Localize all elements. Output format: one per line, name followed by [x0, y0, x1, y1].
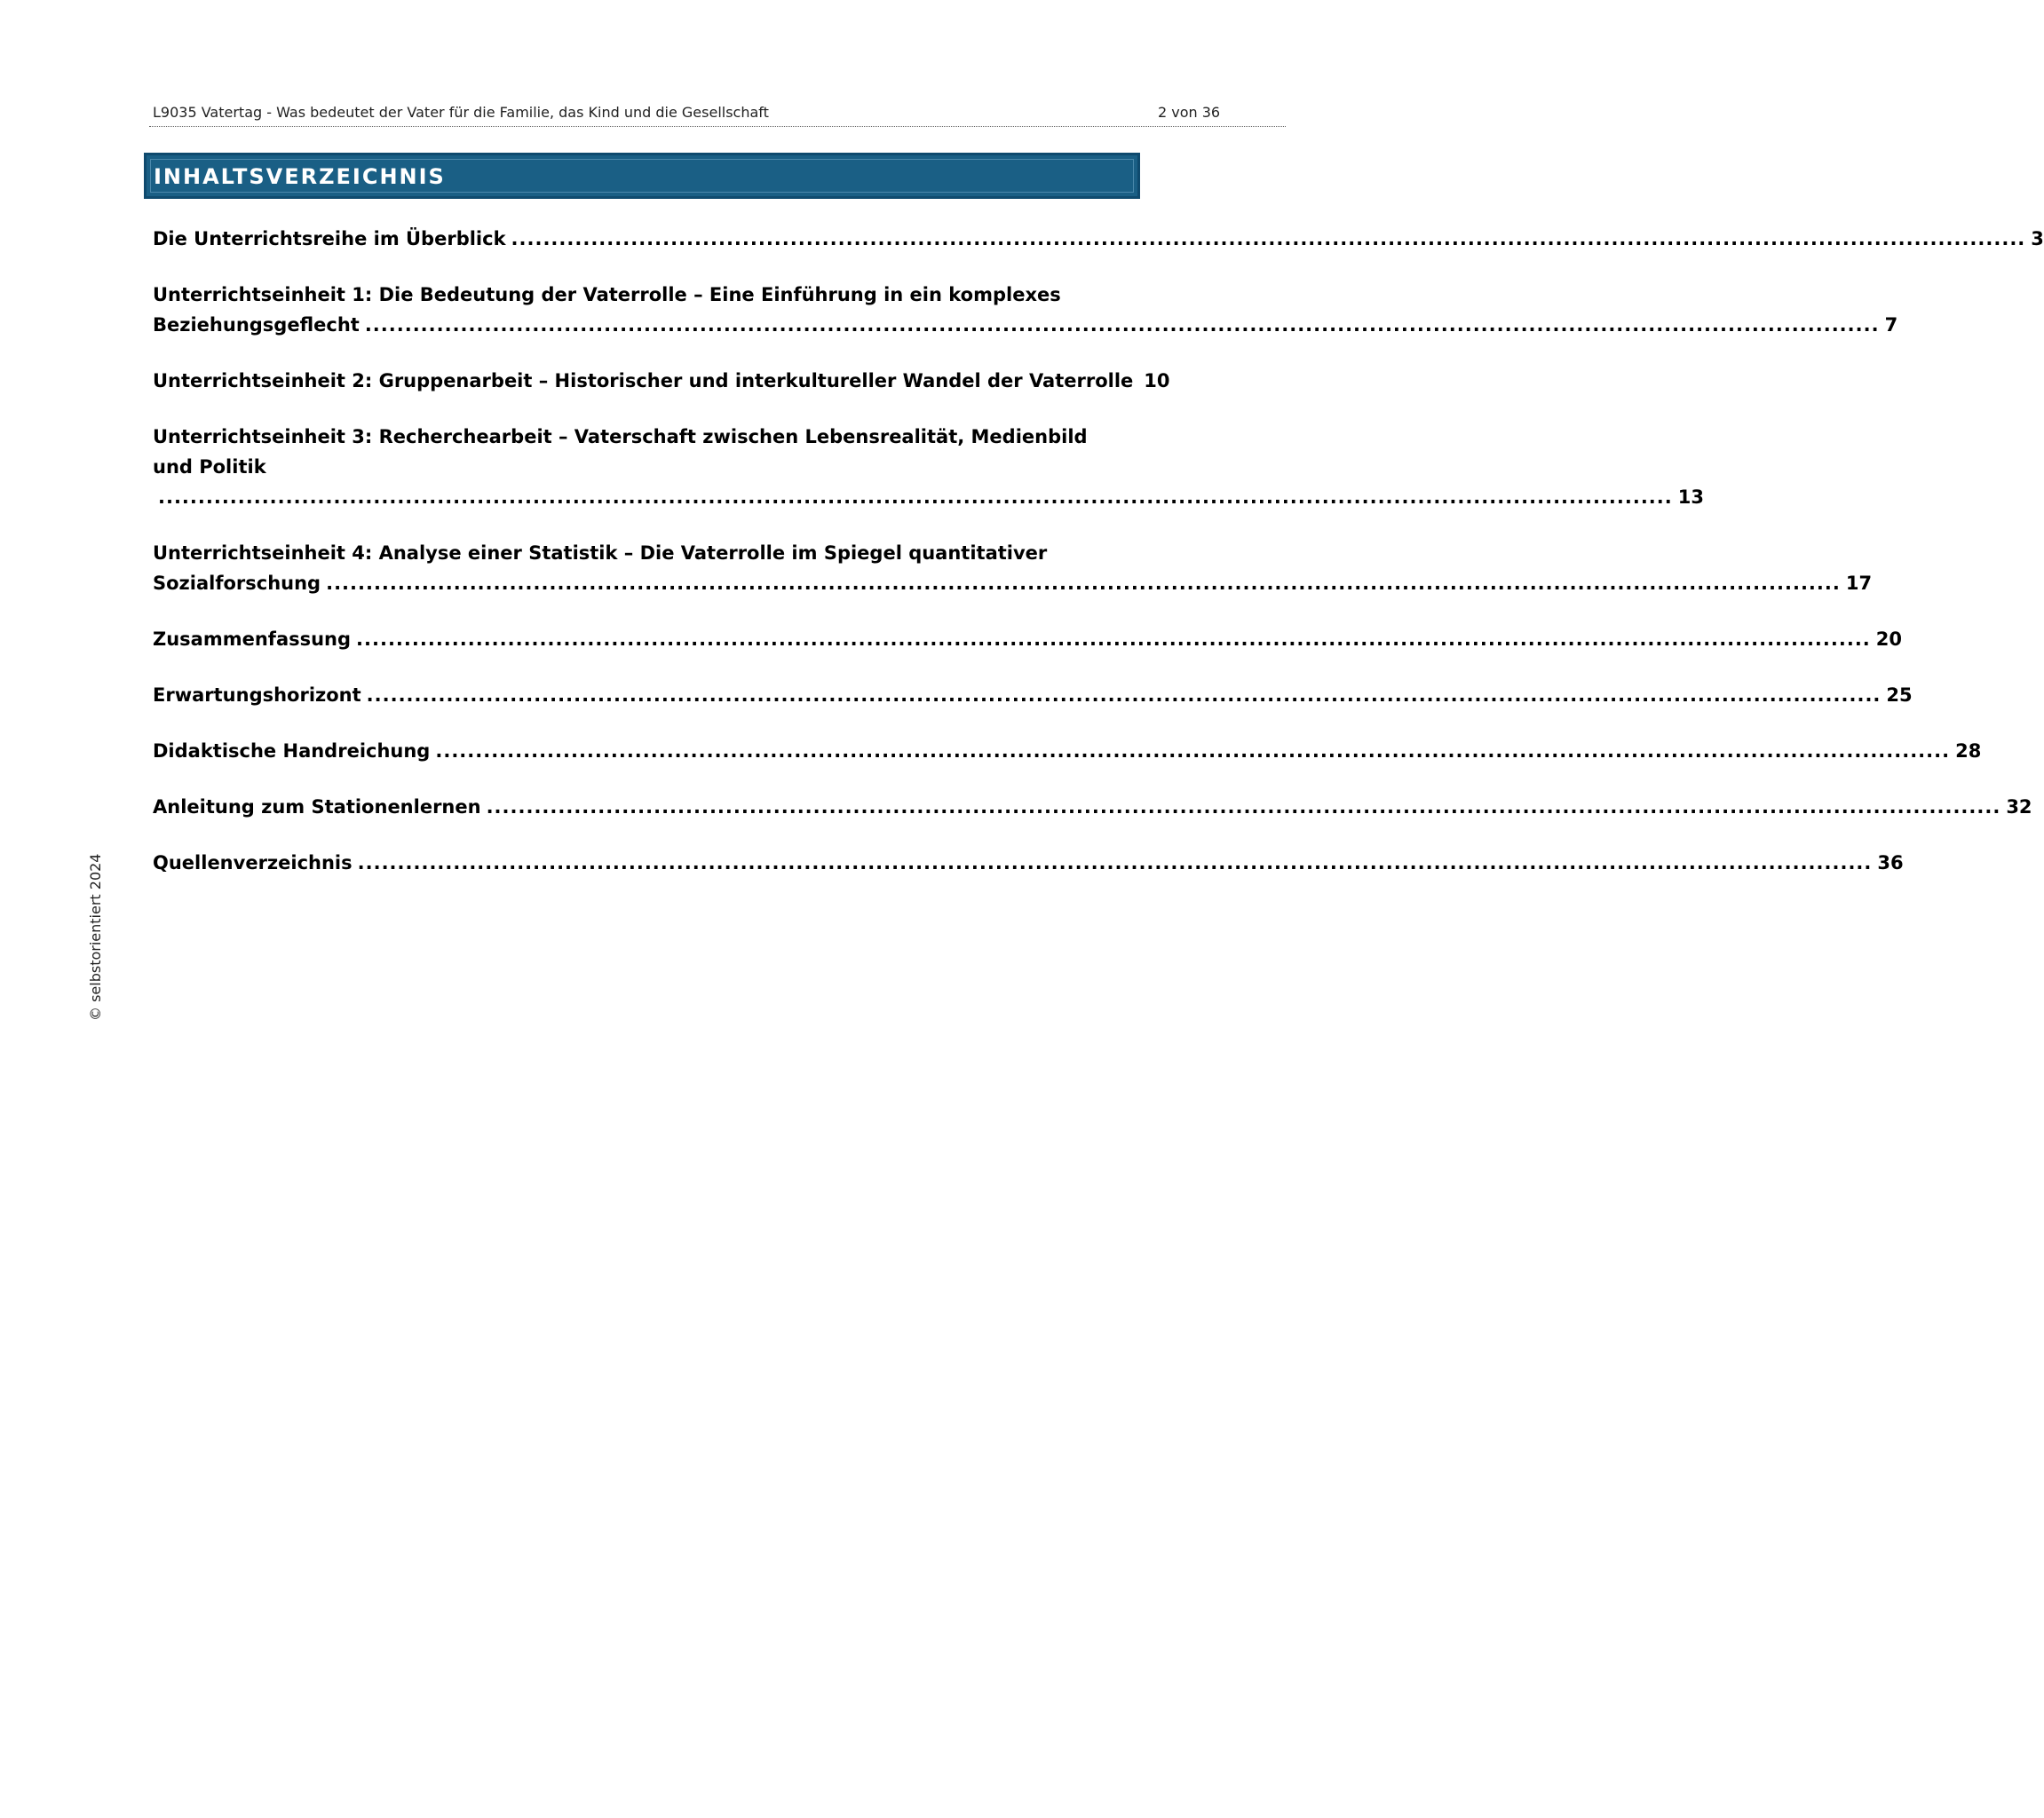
page-header [149, 101, 1286, 127]
toc-leader: .............................................................................................................................................................................................. [364, 314, 1880, 336]
toc-entry-page: 10 [1144, 370, 1170, 391]
toc-entry[interactable] [153, 280, 1898, 340]
toc-entry-label: Erwartungshorizont [153, 684, 361, 706]
toc-leader: .............................................................................................................................................................................................. [366, 684, 1882, 706]
toc-entry[interactable] [153, 848, 1904, 878]
toc-heading-banner [144, 153, 1140, 199]
toc-entry-label: Sozialforschung [153, 573, 321, 594]
table-of-contents [153, 224, 2044, 904]
toc-entry[interactable] [153, 538, 1873, 598]
toc-entry-page: 3 [2031, 228, 2044, 249]
toc-entry-label: Anleitung zum Stationenlernen [153, 796, 481, 818]
toc-entry-label: Didaktische Handreichung [153, 740, 431, 762]
toc-entry-page: 20 [1875, 628, 1903, 650]
toc-entry-label: Beziehungsgeflecht [153, 314, 360, 336]
toc-leader: .............................................................................................................................................................................................. [435, 740, 1951, 762]
toc-entry-page: 13 [1677, 486, 1704, 508]
copyright-note: © selbstorientiert 2024 [87, 853, 104, 1021]
toc-entry-page: 25 [1886, 684, 1913, 706]
toc-entry-label: Die Unterrichtsreihe im Überblick [153, 228, 506, 249]
toc-entry-label-line1: Unterrichtseinheit 1: Die Bedeutung der Vaterrolle – Eine Einführung in ein komplexes [153, 284, 1061, 305]
toc-entry[interactable] [153, 624, 1903, 654]
toc-entry-label: Unterrichtseinheit 2: Gruppenarbeit – Historischer und interkultureller Wandel der Vaterrolle [153, 370, 1134, 391]
toc-entry[interactable] [153, 736, 1982, 766]
toc-leader: .............................................................................................................................................................................................. [357, 852, 1873, 873]
toc-heading: INHALTSVERZEICHNIS [154, 164, 446, 189]
toc-entry[interactable] [153, 366, 1170, 396]
toc-leader: .............................................................................................................................................................................................. [511, 228, 2026, 249]
toc-leader: .............................................................................................................................................................................................. [326, 573, 1841, 594]
toc-entry[interactable] [153, 680, 1913, 710]
toc-entry-page: 28 [1955, 740, 1982, 762]
toc-entry-page: 7 [1884, 314, 1898, 336]
toc-entry-label-line1: Unterrichtseinheit 4: Analyse einer Statistik – Die Vaterrolle im Spiegel quantitativer [153, 542, 1048, 564]
toc-leader: .............................................................................................................................................................................................. [356, 628, 1871, 650]
toc-entry[interactable] [153, 792, 2032, 822]
toc-entry-page: 36 [1877, 852, 1904, 873]
toc-leader: .............................................................................................................................................................................................. [158, 486, 1673, 508]
toc-entry-label: Quellenverzeichnis [153, 852, 353, 873]
toc-entry[interactable] [153, 422, 1704, 512]
toc-entry-label-line1: Unterrichtseinheit 3: Recherchearbeit – Vaterschaft zwischen Lebensrealität, Medienbild und Politik [153, 426, 1088, 478]
page-indicator: 2 von 36 [1158, 104, 1221, 121]
toc-entry-page: 32 [2006, 796, 2032, 818]
toc-entry-page: 17 [1845, 573, 1873, 594]
document-title: L9035 Vatertag - Was bedeutet der Vater für die Familie, das Kind und die Gesellschaft [153, 104, 769, 121]
toc-entry-label: Zusammenfassung [153, 628, 352, 650]
toc-leader: .............................................................................................................................................................................................. [486, 796, 2001, 818]
toc-entry[interactable] [153, 224, 2044, 254]
